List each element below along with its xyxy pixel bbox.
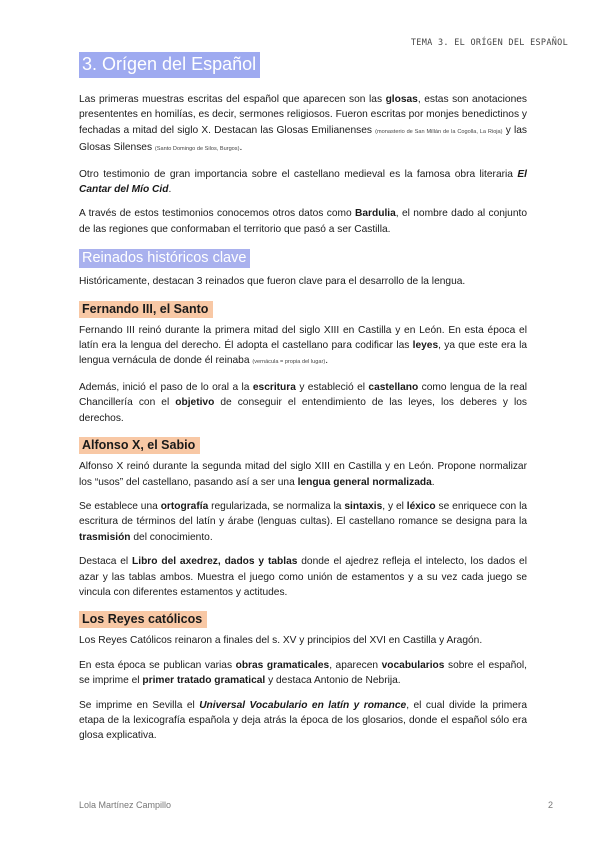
reinados-intro: Históricamente, destacan 3 reinados que fueron clave para el desarrollo de la lengua.	[79, 276, 466, 288]
intro-paragraph-cid: Otro testimonio de gran importancia sobre el castellano medieval es la famosa obra literaria El Cantar del Mío Cid.	[79, 168, 527, 196]
fernando-paragraph-1: Fernando III reinó durante la primera mitad del siglo XIII en Castilla y en León. En esta época el latín era la lengua del derecho. Él adopta el castellano para codificar las leyes, ya que este era la lengua vernácula de donde él reinaba (vernácula = propia del lugar).	[79, 324, 527, 367]
intro-paragraph-bardulia: A través de estos testimonios conocemos otros datos como Bardulia, el nombre dado al conjunto de las regiones que conformaban el territorio que pasó a ser Castilla.	[79, 208, 527, 235]
subheading-fernando-iii: Fernando III, el Santo	[79, 301, 213, 318]
intro-paragraph-glosas: Las primeras muestras escritas del español que aparecen son las glosas, estas son anotaciones presententes en homilías, es decir, sermones religiosos. Fueron escritas por monjes benedictinos y fechadas a mitad del siglo X. Destacan las Glosas Emilianenses (monasterio de San Millán de la Cogolla, La Rioja) y las Glosas Silenses (Santo Domingo de Silos, Burgos).	[79, 94, 527, 154]
alfonso-paragraph-3: Destaca el Libro del axedrez, dados y tablas donde el ajedrez refleja el intelecto, los dados el azar y las tablas ambos. Muestra el juego como unión de estamentos y a su vez cada juego se vincula con diferentes estamentos y actitudes.	[79, 556, 527, 598]
page-title-box	[79, 52, 260, 78]
footer-page-number: 2	[547, 800, 553, 810]
alfonso-paragraph-1: Alfonso X reinó durante la segunda mitad del siglo XIII en Castilla y en León. Propone normalizar los “usos” del castellano, pasando así a ser una lengua general normalizada.	[79, 461, 527, 488]
subheading-alfonso-x: Alfonso X, el Sabio	[79, 437, 200, 454]
subheading-reyes-catolicos: Los Reyes católicos	[79, 611, 207, 628]
footer-author: Lola Martínez Campillo	[79, 800, 172, 810]
section-heading-reinados: Reinados históricos clave	[79, 249, 250, 268]
reyes-paragraph-1: Los Reyes Católicos reinaron a finales del s. XV y principios del XVI en Castilla y Aragón.	[79, 635, 483, 647]
running-header: TEMA 3. EL ORÍGEN DEL ESPAÑOL	[410, 38, 568, 48]
reyes-paragraph-2: En esta época se publican varias obras gramaticales, aparecen vocabularios sobre el español, se imprime el primer tratado gramatical y destaca Antonio de Nebrija.	[79, 659, 528, 687]
fernando-paragraph-2: Además, inició el paso de lo oral a la escritura y estableció el castellano como lengua de la real Chancillería con el objetivo de conseguir el entendimiento de las leyes, los deberes y los derechos.	[79, 381, 528, 424]
document-body	[79, 92, 527, 753]
alfonso-paragraph-2: Se establece una ortografía regularizada, se normaliza la sintaxis, y el léxico se enriquece con la escritura de términos del latín y árabe (lenguas cultas). El castellano romance se designa para la trasmisión del conocimiento.	[79, 500, 527, 543]
page-title: 3. Orígen del Español	[82, 54, 257, 74]
reyes-paragraph-3: Se imprime en Sevilla el Universal Vocabulario en latín y romance, el cual divide la primera etapa de la lexicografía española y deja atrás la época de los glosarios, donde el español sólo era glosa explicativa.	[79, 699, 527, 742]
